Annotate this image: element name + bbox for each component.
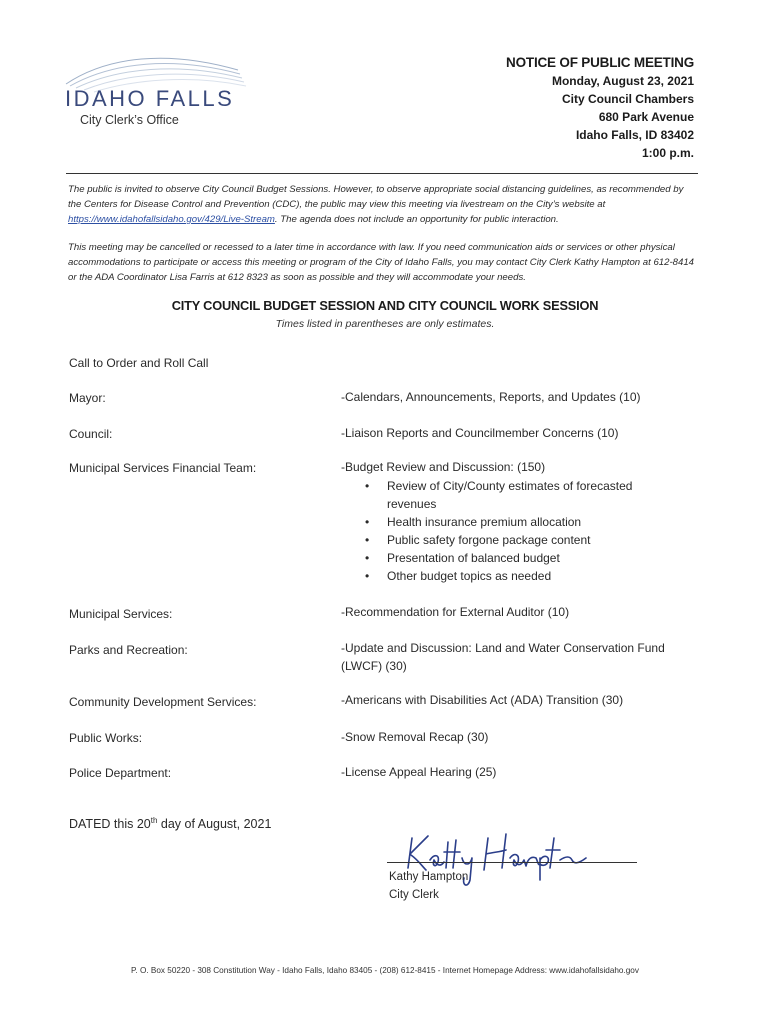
- intro-text-after-link: . The agenda does not include an opportunity for public interaction.: [274, 214, 559, 225]
- agenda-item-mayor: -Calendars, Announcements, Reports, and Updates (10): [341, 390, 641, 404]
- agenda-item-council: -Liaison Reports and Councilmember Concerns (10): [341, 426, 619, 440]
- page-footer: P. O. Box 50220 - 308 Constitution Way - Idaho Falls, Idaho 83405 - (208) 612-8415 - Internet Homepage Address: www.idahofallsidaho.gov: [131, 966, 639, 975]
- budget-topics-list: [365, 477, 665, 585]
- intro-text-before-link: The public is invited to observe City Council Budget Sessions. However, to observe appropriate social distancing guidelines, as recommended by the Centers for Disease Control and Prevention (CDC), the public may view this meeting via livestream on the City’s website at: [68, 184, 684, 210]
- notice-location: City Council Chambers: [561, 92, 694, 106]
- session-subtitle: Times listed in parentheses are only estimates.: [275, 318, 495, 330]
- dated-suffix: day of August, 2021: [157, 817, 272, 832]
- agenda-item-financial-team: -Budget Review and Discussion: (150): [341, 460, 546, 474]
- session-title: CITY COUNCIL BUDGET SESSION AND CITY COUNCIL WORK SESSION: [171, 298, 599, 313]
- list-item: • Health insurance premium allocation: [365, 513, 665, 531]
- dated-line: [69, 816, 271, 831]
- agenda-label-parks: Parks and Recreation:: [69, 643, 188, 657]
- agenda-label-municipal-services: Municipal Services:: [69, 607, 173, 621]
- dated-prefix: DATED this 20: [69, 817, 151, 832]
- agenda-label-financial-team: Municipal Services Financial Team:: [69, 461, 257, 475]
- list-item: • Other budget topics as needed: [365, 567, 665, 585]
- agenda-label-police: Police Department:: [69, 766, 172, 780]
- signer-name: Kathy Hampton: [389, 871, 469, 883]
- livestream-link[interactable]: https://www.idahofallsidaho.gov/429/Live-Stream: [68, 214, 275, 225]
- list-item: • Presentation of balanced budget: [365, 549, 665, 567]
- agenda-item-public-works: -Snow Removal Recap (30): [341, 730, 489, 744]
- notice-address: 680 Park Avenue: [598, 110, 694, 124]
- agenda-label-public-works: Public Works:: [69, 731, 143, 745]
- signer-block: [389, 868, 468, 904]
- dated-ordinal: th: [150, 816, 158, 825]
- intro-paragraph-livestream: [68, 182, 696, 227]
- agenda-label-council: Council:: [69, 427, 113, 441]
- signer-title: City Clerk: [389, 889, 439, 901]
- notice-time: 1:00 p.m.: [641, 146, 694, 160]
- signature-line: [387, 862, 637, 863]
- notice-city: Idaho Falls, ID 83402: [575, 128, 694, 142]
- agenda-label-mayor: Mayor:: [69, 391, 106, 405]
- city-logo: [58, 48, 258, 138]
- agenda-label-community-development: Community Development Services:: [69, 695, 257, 709]
- list-item: • Public safety forgone package content: [365, 531, 665, 549]
- header-divider: [66, 173, 698, 174]
- list-item: • Review of City/County estimates of forecasted revenues: [365, 477, 665, 513]
- agenda-item-parks: -Update and Discussion: Land and Water Conservation Fund (LWCF) (30): [341, 641, 665, 673]
- intro-paragraph-accommodations: This meeting may be cancelled or recessed to a later time in accordance with law. If you need communication aids or services or other physical accommodations to participate or access this meeting or program of the City of Idaho Falls, you may contact City Clerk Kathy Hampton at 612-8414 or the ADA Coordinator Lisa Farris at 612 8323 as soon as possible and they will accommodate your needs.: [68, 242, 695, 283]
- logo-wordmark: IDAHO FALLS: [65, 86, 235, 111]
- meeting-notice-header: [506, 54, 694, 162]
- agenda-item-police: -License Appeal Hearing (25): [341, 765, 497, 779]
- agenda-item-community-development: -Americans with Disabilities Act (ADA) Transition (30): [341, 693, 624, 707]
- agenda-item-municipal-services: -Recommendation for External Auditor (10): [341, 605, 570, 619]
- notice-date: Monday, August 23, 2021: [551, 74, 694, 88]
- call-to-order: Call to Order and Roll Call: [69, 356, 209, 370]
- notice-title: NOTICE OF PUBLIC MEETING: [506, 55, 694, 70]
- logo-office-name: City Clerk’s Office: [80, 113, 179, 127]
